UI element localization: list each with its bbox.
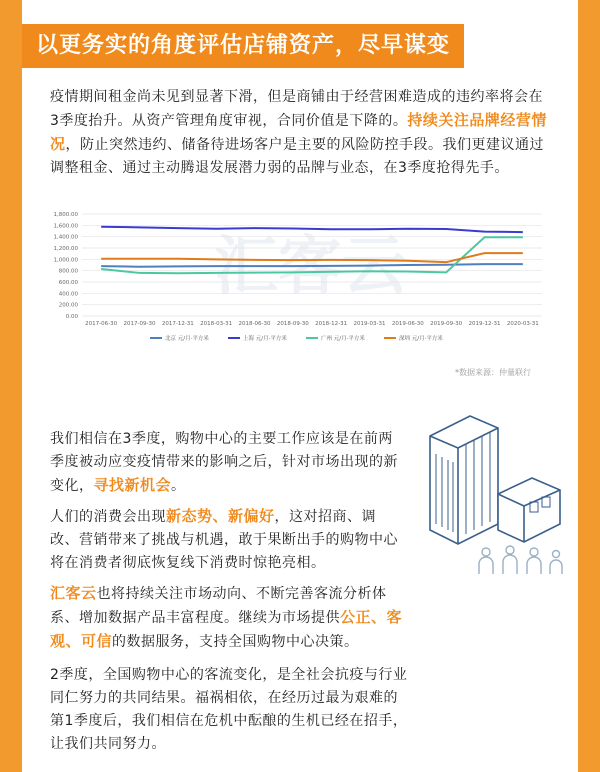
x-tick-label: 2017-09-30 — [123, 321, 156, 327]
p4-text: 2季度，全国购物中心的客流变化，是全社会抗疫与行业同仁努力的共同结果。福祸相依，在经历过最为艰难的第1季度后，我们相信在危机中酝酿的生机已经在招手，让我们共同努力。 — [50, 667, 408, 752]
rent-line-chart — [50, 204, 550, 354]
y-tick-label: 1,400.00 — [53, 234, 78, 241]
legend-label: 深圳 元/月·平方米 — [399, 336, 443, 342]
x-tick-label: 2018-09-30 — [276, 321, 309, 327]
intro-paragraph — [50, 86, 550, 180]
p3-brand-highlight: 汇客云 — [50, 584, 97, 602]
p2-text-2: ，这对招商、调改、营销带来了挑战与机遇，敢于果断出手的购物中心将在消费者彻底恢复线下消费时惊艳亮相。 — [50, 509, 398, 571]
p3-text-2: 的数据服务，支持全国购物中心决策。 — [112, 634, 359, 650]
left-orange-border — [0, 0, 22, 772]
building-people-illustration — [412, 406, 572, 581]
p2-text-1: 人们的消费会出现 — [50, 509, 166, 525]
legend-label: 北京 元/月·平方米 — [165, 336, 209, 342]
paragraph-huikeyun — [50, 582, 410, 654]
legend-label: 广州 元/月·平方米 — [321, 336, 365, 342]
section-title: 以更务实的角度评估店铺资产，尽早谋变 — [22, 24, 464, 68]
x-tick-label: 2017-06-30 — [85, 321, 118, 327]
paragraph-new-opportunity — [50, 428, 405, 498]
intro-text-2: ，防止突然违约、储备待进场客户是主要的风险防控手段。我们更建议通过调整租金、通过主动腾退发展潜力弱的品牌与业态，在3季度抢得先手。 — [50, 137, 545, 176]
low-building-icon — [498, 478, 560, 542]
paragraph-new-trends — [50, 505, 400, 575]
intro-text-1: 疫情期间租金尚未见到显著下滑，但是商铺由于经营困难造成的违约率将会在3季度抬升。从资产管理角度审视，合同价值是下降的。 — [50, 89, 543, 129]
paragraph-conclusion — [50, 664, 410, 756]
x-tick-label: 2020-03-31 — [506, 321, 539, 327]
x-tick-label: 2019-09-30 — [430, 321, 463, 327]
right-orange-border — [578, 0, 600, 772]
x-tick-label: 2017-12-31 — [161, 321, 194, 327]
x-tick-label: 2019-03-31 — [353, 321, 386, 327]
legend-label: 上海 元/月·平方米 — [243, 336, 287, 342]
x-tick-label: 2018-06-30 — [238, 321, 271, 327]
x-tick-label: 2019-06-30 — [391, 321, 424, 327]
p1-text-2: 。 — [171, 478, 186, 494]
p3-text-1: 也将持续关注市场动向、不断完善客流分析体系、增加数据产品丰富程度。继续为市场提供 — [50, 586, 387, 626]
y-tick-label: 1,200.00 — [53, 246, 78, 252]
p1-highlight: 寻找新机会 — [93, 476, 172, 494]
x-tick-label: 2018-12-31 — [315, 321, 348, 327]
x-tick-label: 2019-12-31 — [468, 321, 501, 327]
chart-svg — [50, 204, 550, 354]
y-tick-label: 200.00 — [58, 302, 78, 309]
y-tick-label: 1,000.00 — [53, 257, 78, 264]
y-tick-label: 0.00 — [65, 314, 78, 320]
y-tick-label: 1,800.00 — [53, 212, 78, 218]
x-tick-label: 2018-03-31 — [200, 321, 233, 327]
people-icons — [479, 546, 562, 574]
y-tick-label: 600.00 — [58, 280, 78, 286]
p2-highlight: 新态势、新偏好 — [166, 507, 275, 525]
y-tick-label: 400.00 — [58, 291, 78, 298]
chart-watermark: 汇客云 — [214, 230, 406, 304]
y-tick-label: 1,600.00 — [53, 223, 78, 230]
tower-building-icon — [430, 416, 498, 544]
data-source-note: *数据来源：仲量联行 — [455, 368, 531, 377]
y-tick-label: 800.00 — [58, 268, 78, 275]
p1-text-1: 我们相信在3季度，购物中心的主要工作应该是在前两季度被动应变疫情带来的影响之后，针对市场出现的新变化， — [50, 431, 398, 494]
p3-highlight: 公正、客观、可信 — [50, 608, 403, 650]
intro-highlight: 持续关注品牌经营情况 — [50, 111, 547, 153]
